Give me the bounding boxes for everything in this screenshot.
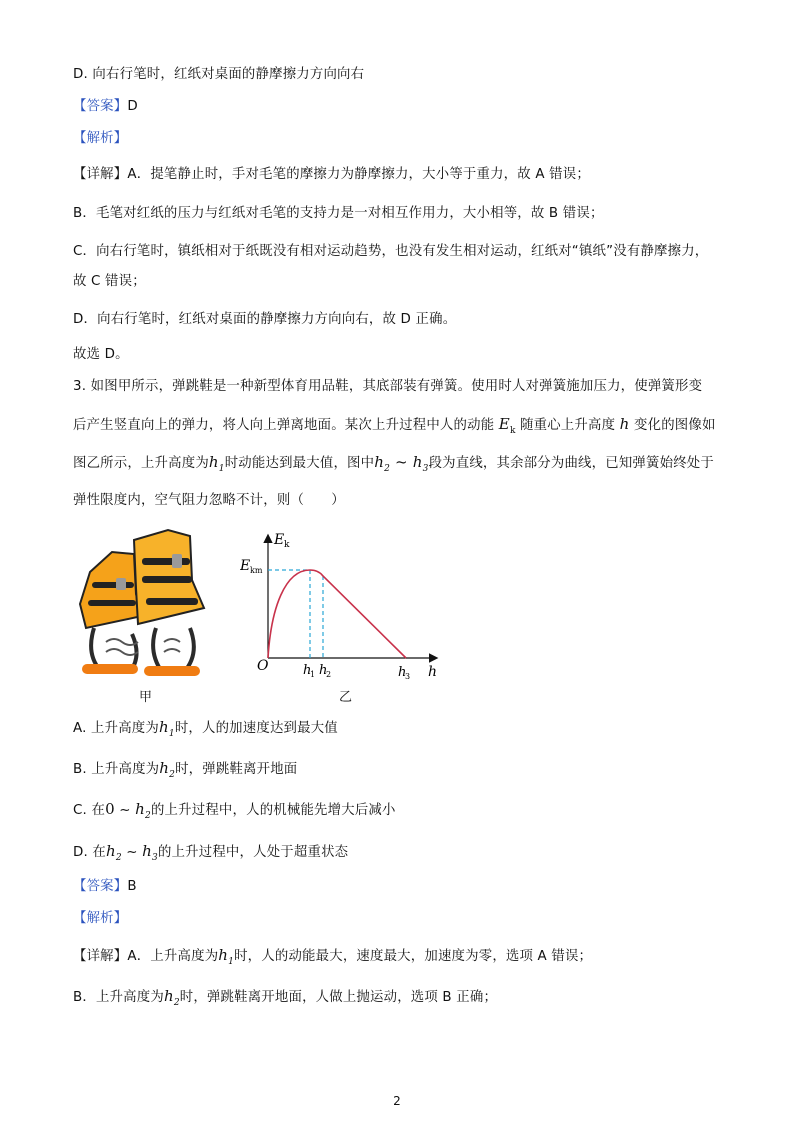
option-a: A. 上升高度为$h_1$时，人的加速度达到最大值 [73,718,338,739]
h2-h3-range: $h_2$ ~ $h_3$ [374,453,429,474]
axis-y-label: E [274,532,285,548]
detail-c-2: 故 C 错误； [73,274,146,289]
option-d-text: D. 向右行笔时，红纸对桌面的静摩擦力方向向右 [73,67,365,82]
ekm-label: E [240,558,251,574]
q3-text: 段为直线，其余部分为曲线，已知弹簧始终处于 [428,456,714,471]
tick-h3-sub: 3 [405,672,411,681]
option-c: C. 在0 ~ $h_2$的上升过程中，人的机械能先增大后减小 [73,800,396,821]
analysis-label-2: 【解析】 [73,911,128,926]
tick-h2: h [319,663,328,678]
detail-a-1 [73,166,590,184]
detail-label: 【详解】 [73,167,128,182]
axis-y-sub: k [284,540,290,550]
figure-caption-yi: 乙 [339,690,353,705]
question-3-line-3 [73,453,714,478]
q3-text: 时动能达到最大值，图中 [224,456,375,471]
axis-x-label: h [428,664,438,680]
ek-h-graph [240,528,450,686]
tick-h1: h [303,663,312,678]
detail-b-2: B．上升高度为$h_2$时，弹跳鞋离开地面，人做上抛运动，选项 B 正确； [73,987,498,1008]
page-number: 2 [393,1094,401,1108]
option-d: D. 在$h_2$ ~ $h_3$的上升过程中，人处于超重状态 [73,842,349,863]
answer-label: 【答案】 [73,99,128,114]
q3-text: 随重心上升高度 [520,418,616,433]
jump-shoes-image [72,524,212,680]
question-3-line-4: 弹性限度内，空气阻力忽略不计，则（ ） [73,493,345,508]
tick-h3: h [398,665,407,680]
answer-value: D [127,99,138,114]
detail-d-1: D．向右行笔时，红纸对桌面的静摩擦力方向向右，故 D 正确。 [73,312,457,327]
h-symbol: h [619,415,630,433]
ekm-sub: km [250,566,263,575]
figure-caption-jia: 甲 [139,690,153,705]
analysis-label-1: 【解析】 [73,131,128,146]
h1-symbol: $h_1$ [208,453,225,474]
conclusion-1: 故选 D。 [73,347,129,362]
answer-line-1 [73,98,138,116]
detail-c-1: C．向右行笔时，镇纸相对于纸既没有相对运动趋势，也没有发生相对运动，红纸对“镇纸”没有静摩擦力， [73,244,709,259]
question-3-line-1: 3. 如图甲所示，弹跳鞋是一种新型体育用品鞋，其底部装有弹簧。使用时人对弹簧施加压力，使弹簧形变 [73,379,703,394]
q3-text: 变化的图像如 [634,418,716,433]
origin-label: O [257,658,269,674]
detail-a-2: 【详解】A．上升高度为$h_1$时，人的动能最大，速度最大，加速度为零，选项 A 错误； [73,946,593,967]
detail-a-text: A．提笔静止时，手对毛笔的摩擦力为静摩擦力，大小等于重力，故 A 错误； [127,167,590,182]
dashed-guides [268,570,323,658]
detail-b-1: B．毛笔对红纸的压力与红纸对毛笔的支持力是一对相互作用力，大小相等，故 B 错误； [73,206,604,221]
option-b: B. 上升高度为$h_2$时，弹跳鞋离开地面 [73,759,298,780]
tick-h1-sub: 1 [310,670,316,679]
answer-line-2: 【答案】B [73,879,137,894]
question-3-line-2 [73,415,716,440]
ek-symbol: $E_k$ [498,415,516,436]
tick-h2-sub: 2 [326,670,332,679]
ek-curve [268,570,406,658]
q3-text: 后产生竖直向上的弹力，将人向上弹离地面。某次上升过程中人的动能 [73,418,495,433]
q3-text: 图乙所示，上升高度为 [73,456,209,471]
